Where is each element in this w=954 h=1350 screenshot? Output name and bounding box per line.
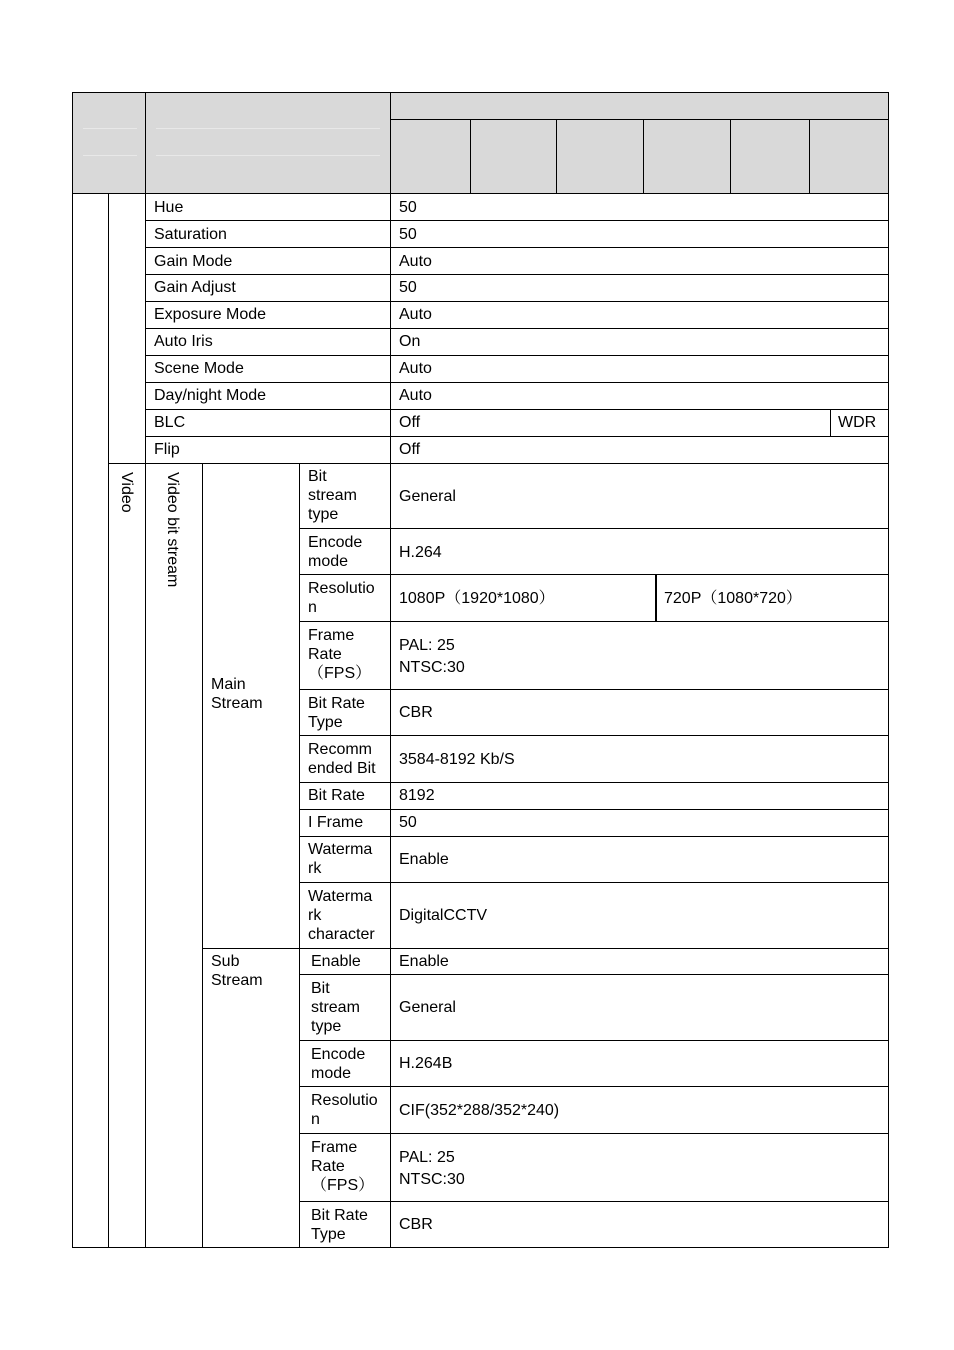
sub-param-enable: Enable	[311, 953, 361, 970]
sub-param-resolution: Resolutio n	[311, 1092, 378, 1128]
header-subcol-1	[391, 120, 470, 193]
main-value-watermark: Enable	[399, 851, 449, 868]
main-param-i-frame: I Frame	[308, 814, 364, 831]
main-value-encode-mode: H.264	[399, 544, 442, 561]
sub-param-bit-rate-type: Bit Rate Type	[311, 1207, 368, 1243]
group-label-video: Video	[118, 472, 135, 513]
value-saturation: 50	[399, 226, 417, 243]
main-value-bit-stream-type: General	[399, 488, 456, 505]
main-value-i-frame: 50	[399, 814, 417, 831]
main-value-frame-rate: PAL: 25 NTSC:30	[399, 637, 465, 676]
header-subcol-4	[644, 120, 730, 193]
main-param-resolution: Resolutio n	[308, 580, 375, 616]
sub-value-resolution: CIF(352*288/352*240)	[399, 1102, 560, 1119]
sub-param-bit-stream-type: Bit stream type	[311, 980, 360, 1035]
param-gain-adjust: Gain Adjust	[154, 279, 236, 296]
param-blc: BLC	[154, 414, 186, 431]
value-wdr: WDR	[838, 414, 877, 431]
sub-value-bit-rate-type: CBR	[399, 1216, 433, 1233]
header-cell-default	[391, 93, 888, 119]
value-auto-iris: On	[399, 333, 421, 350]
param-gain-mode: Gain Mode	[154, 253, 233, 270]
subgroup-label-video-bit-stream: Video bit stream	[164, 472, 181, 588]
main-param-bit-stream-type: Bit stream type	[308, 468, 357, 523]
main-param-bit-rate-type: Bit Rate Type	[308, 695, 365, 731]
main-param-frame-rate: Frame Rate （FPS）	[308, 627, 372, 682]
value-flip: Off	[399, 441, 421, 458]
value-scene-mode: Auto	[399, 360, 432, 377]
param-saturation: Saturation	[154, 226, 227, 243]
main-param-watermark: Waterma rk	[308, 841, 373, 877]
sub-value-bit-stream-type: General	[399, 999, 456, 1016]
main-value-recommended-bit: 3584-8192 Kb/S	[399, 751, 515, 768]
sub-param-frame-rate: Frame Rate （FPS）	[311, 1139, 375, 1194]
main-param-bit-rate: Bit Rate	[308, 787, 365, 804]
header-subcol-3	[557, 120, 643, 193]
header-cell-row	[73, 93, 145, 193]
param-flip: Flip	[154, 441, 180, 458]
header-cell-parameter	[146, 93, 390, 193]
value-hue: 50	[399, 199, 417, 216]
sub-value-encode-mode: H.264B	[399, 1055, 453, 1072]
sub-param-encode-mode: Encode mode	[311, 1046, 366, 1082]
main-value-resolution-720p: 720P（1080*720）	[664, 590, 802, 607]
sub-stream-label: Sub Stream	[211, 953, 263, 989]
header-subcol-2	[471, 120, 556, 193]
value-day-night-mode: Auto	[399, 387, 432, 404]
header-subcol-6	[810, 120, 888, 193]
value-gain-adjust: 50	[399, 279, 417, 296]
value-blc: Off	[399, 414, 421, 431]
main-stream-label: Main Stream	[211, 676, 263, 712]
header-subcol-5	[731, 120, 809, 193]
main-param-encode-mode: Encode mode	[308, 534, 363, 570]
sub-value-enable: Enable	[399, 953, 449, 970]
value-gain-mode: Auto	[399, 253, 432, 270]
param-auto-iris: Auto Iris	[154, 333, 213, 350]
param-hue: Hue	[154, 199, 184, 216]
param-exposure-mode: Exposure Mode	[154, 306, 267, 323]
main-param-watermark-character: Waterma rk character	[308, 888, 375, 943]
sub-value-frame-rate: PAL: 25 NTSC:30	[399, 1149, 465, 1188]
param-day-night-mode: Day/night Mode	[154, 387, 267, 404]
main-value-bit-rate: 8192	[399, 787, 435, 804]
main-value-watermark-character: DigitalCCTV	[399, 907, 488, 924]
main-param-recommended-bit: Recomm ended Bit	[308, 741, 376, 777]
value-exposure-mode: Auto	[399, 306, 432, 323]
param-scene-mode: Scene Mode	[154, 360, 244, 377]
main-value-bit-rate-type: CBR	[399, 704, 433, 721]
main-value-resolution-1080p: 1080P（1920*1080）	[399, 590, 555, 607]
